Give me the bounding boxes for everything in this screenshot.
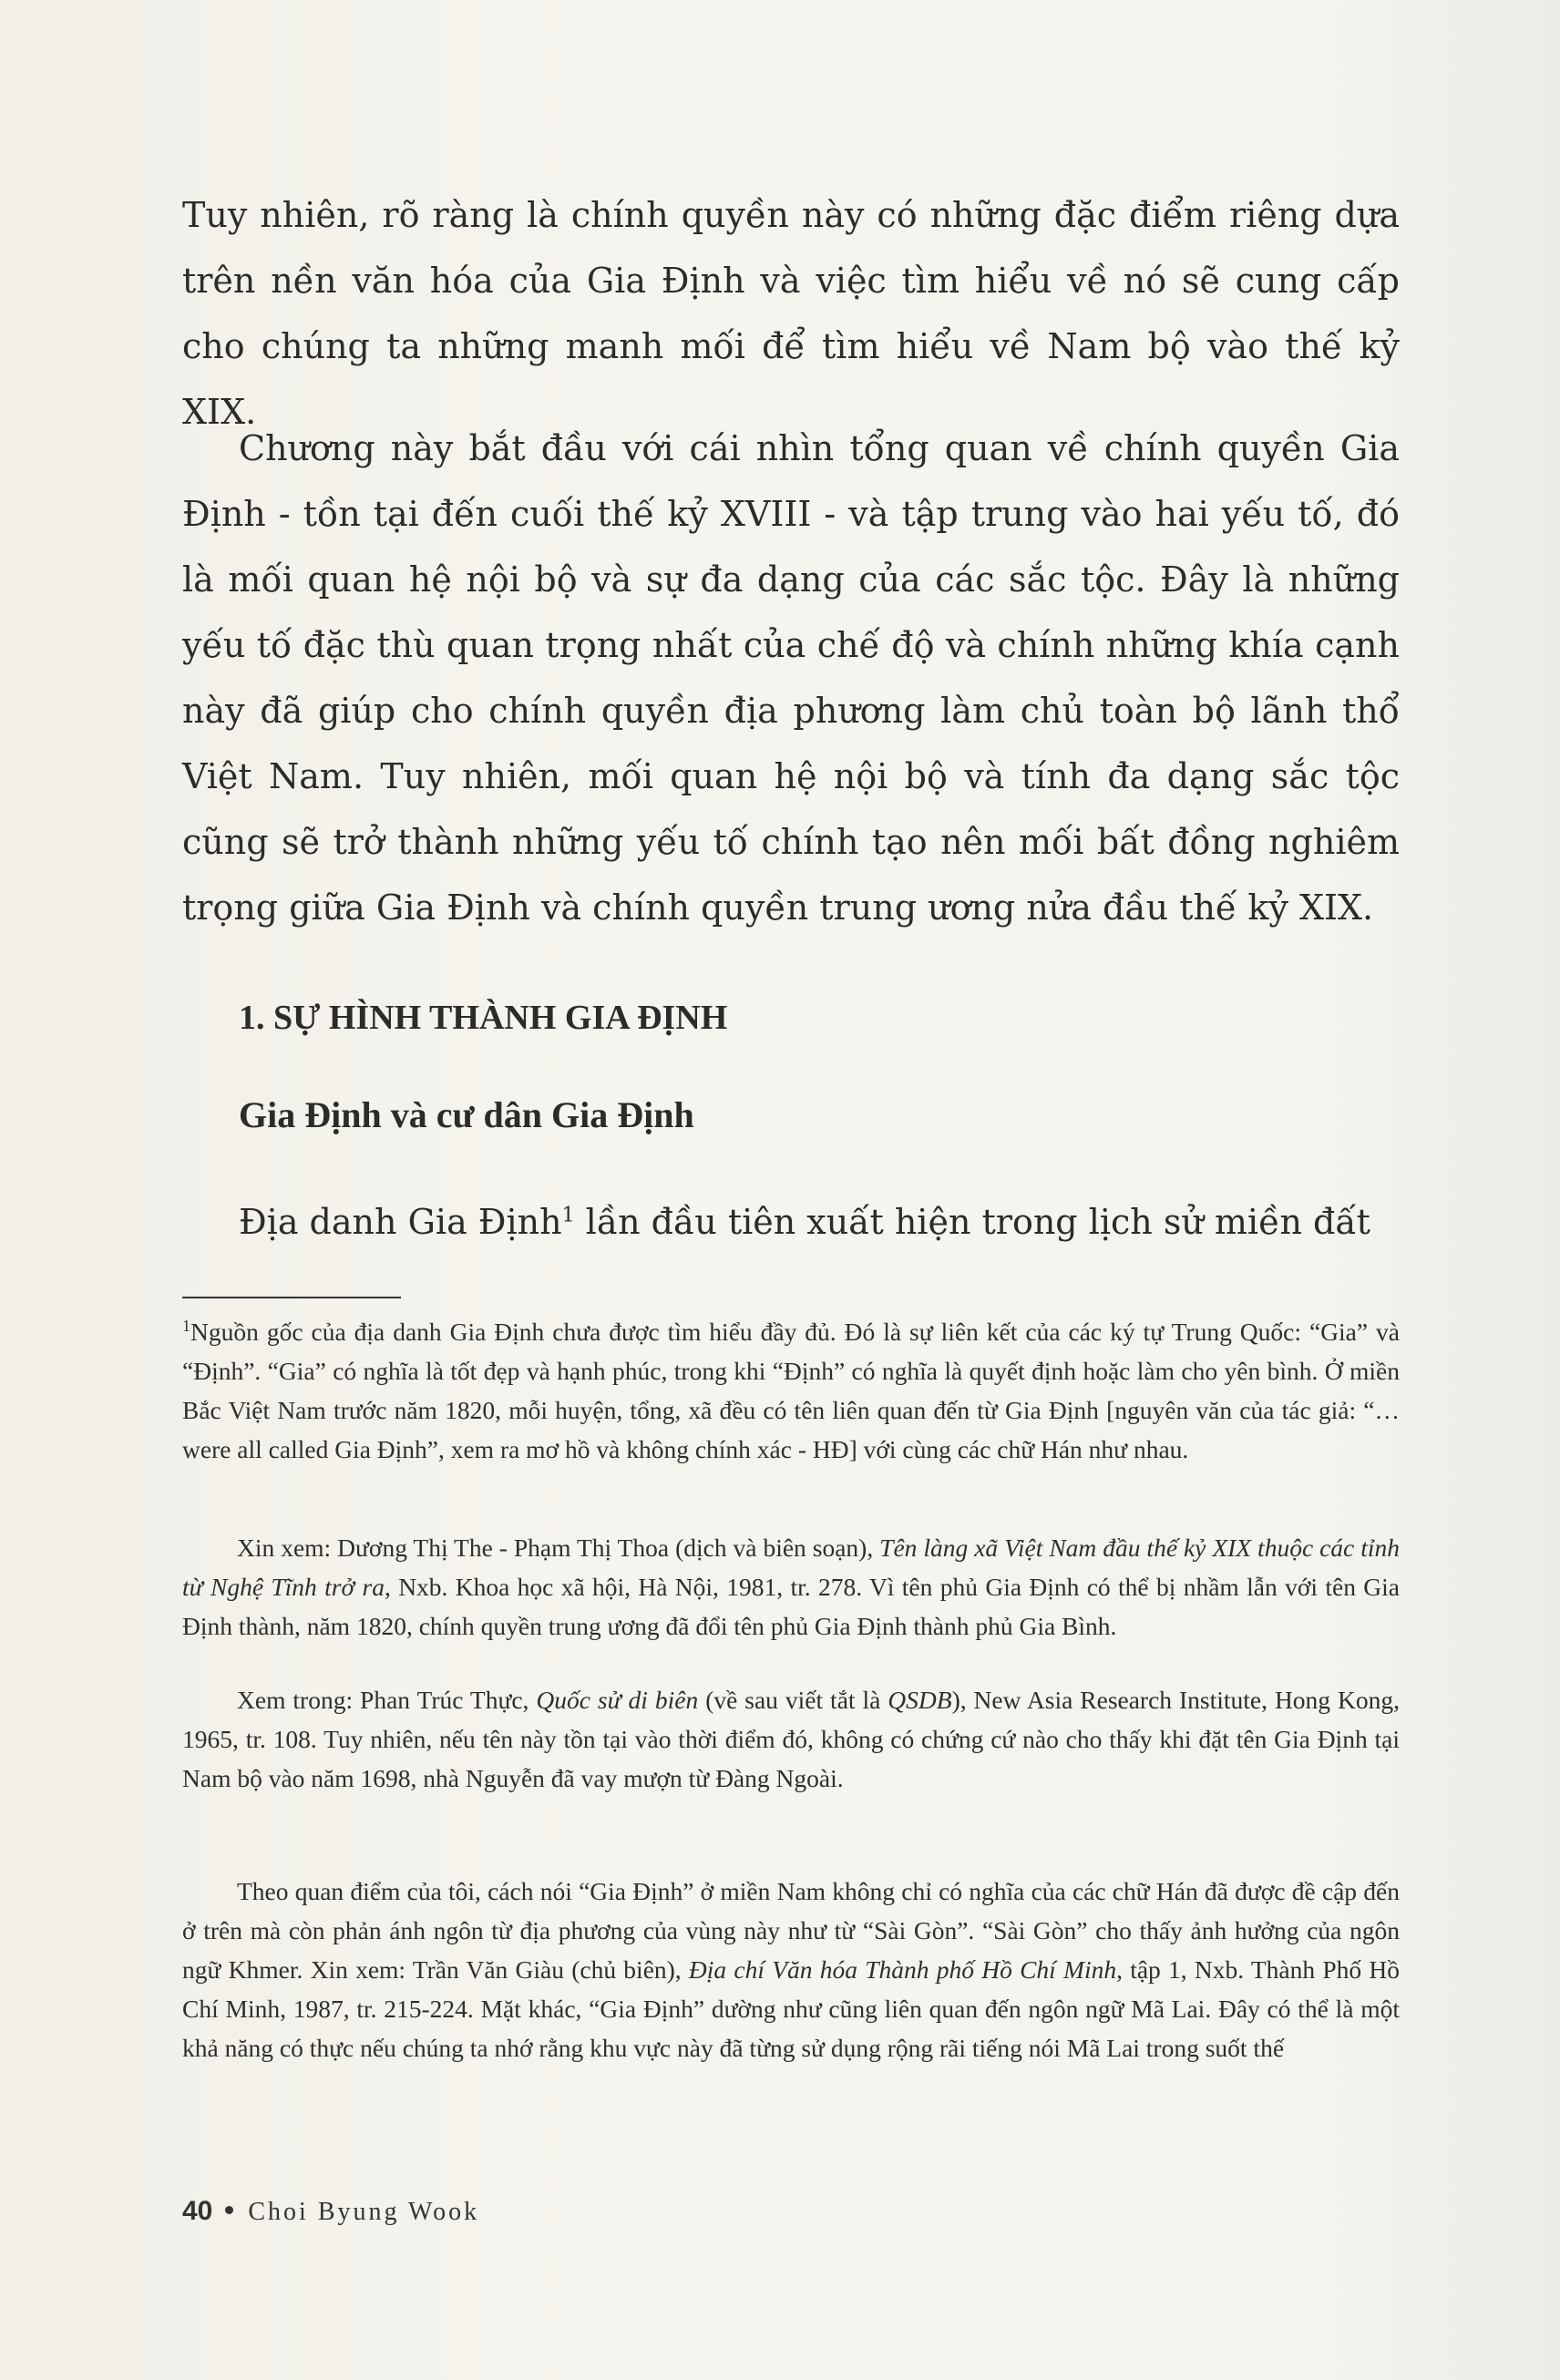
- footnote-paragraph-3: [182, 1680, 1400, 1798]
- p3-text-before: Địa danh Gia Định: [239, 1202, 562, 1242]
- footnote-4-title: Địa chí Văn hóa Thành phố Hồ Chí Minh: [688, 1955, 1117, 1984]
- p3-text-after: lần đầu tiên xuất hiện trong lịch sử miền đất: [574, 1202, 1370, 1242]
- footnote-4-text-b: , tập 1, Nxb. Thành Phố Hồ Chí Minh, 1987, tr. 215-224. Mặt khác, “Gia Định” dường như cũng liên quan đến ngôn ngữ Mã Lai. Đây có thể là một khả năng có thực nếu chúng ta nhớ rằng khu vực này đã từng sử dụng rộng rãi tiếng nói Mã Lai trong suốt thế: [182, 1955, 1400, 2062]
- footnote-2-text-a: Xin xem: Dương Thị The - Phạm Thị Thoa (dịch và biên soạn),: [237, 1534, 880, 1562]
- footnote-3-text-b: (về sau viết tắt là: [698, 1686, 888, 1714]
- sub-heading: Gia Định và cư dân Gia Định: [239, 1094, 694, 1135]
- footnote-1: [182, 1312, 1400, 1469]
- footnote-3-abbr: QSDB: [888, 1686, 952, 1714]
- footnote-1-text: Nguồn gốc của địa danh Gia Định chưa được tìm hiểu đầy đủ. Đó là sự liên kết của các ký tự Trung Quốc: “Gia” và “Định”. “Gia” có nghĩa là tốt đẹp và hạnh phúc, trong khi “Định” có nghĩa là quyết định hoặc làm cho yên bình. Ở miền Bắc Việt Nam trước năm 1820, mỗi huyện, tổng, xã đều có tên liên quan đến từ Gia Định [nguyên văn của tác giả: “… were all called Gia Định”, xem ra mơ hồ và không chính xác - HĐ] với cùng các chữ Hán như nhau.: [182, 1318, 1400, 1463]
- footnote-4-text-a: Theo quan điểm của tôi, cách nói “Gia Định” ở miền Nam không chỉ có nghĩa của các chữ Hán đã được đề cập đến ở trên mà còn phản ánh ngôn từ địa phương của vùng này như từ “Sài Gòn”. “Sài Gòn” cho thấy ảnh hưởng của ngôn ngữ Khmer. Xin xem: Trần Văn Giàu (chủ biên),: [182, 1877, 1400, 1984]
- footnote-2-title: Tên làng xã Việt Nam đầu thế kỷ XIX thuộc các tỉnh từ Nghệ Tĩnh trở ra: [182, 1534, 1400, 1601]
- footnote-1-marker: 1: [182, 1316, 190, 1335]
- footnote-paragraph-4: [182, 1872, 1400, 2067]
- bullet-separator: [225, 2206, 233, 2214]
- footnote-paragraph-2: [182, 1528, 1400, 1646]
- footnote-divider: [182, 1297, 401, 1298]
- body-paragraph-3: [182, 1189, 1400, 1255]
- body-paragraph-1: Tuy nhiên, rõ ràng là chính quyền này có những đặc điểm riêng dựa trên nền văn hóa của Gia Định và việc tìm hiểu về nó sẽ cung cấp cho chúng ta những manh mối để tìm hiểu về Nam bộ vào thế kỷ XIX.: [182, 195, 1400, 432]
- footnote-3-text-c: ), New Asia Research Institute, Hong Kong, 1965, tr. 108. Tuy nhiên, nếu tên này tồn tại vào thời điểm đó, không có chứng cứ nào cho thấy khi đặt tên Gia Định tại Nam bộ vào năm 1698, nhà Nguyễn đã vay mượn từ Đàng Ngoài.: [182, 1686, 1400, 1792]
- footnote-ref-1: 1: [561, 1204, 575, 1227]
- body-paragraph-2: Chương này bắt đầu với cái nhìn tổng quan về chính quyền Gia Định - tồn tại đến cuối thế kỷ XVIII - và tập trung vào hai yếu tố, đó là mối quan hệ nội bộ và sự đa dạng của các sắc tộc. Đây là những yếu tố đặc thù quan trọng nhất của chế độ và chính những khía cạnh này đã giúp cho chính quyền địa phương làm chủ toàn bộ lãnh thổ Việt Nam. Tuy nhiên, mối quan hệ nội bộ và tính đa dạng sắc tộc cũng sẽ trở thành những yếu tố chính tạo nên mối bất đồng nghiêm trọng giữa Gia Định và chính quyền trung ương nửa đầu thế kỷ XIX.: [182, 428, 1400, 928]
- footnote-3-text-a: Xem trong: Phan Trúc Thực,: [237, 1686, 537, 1714]
- page-footer: [182, 2196, 479, 2227]
- footnote-3-title: Quốc sử di biên: [536, 1686, 699, 1714]
- page-number: 40: [182, 2196, 213, 2226]
- footnote-2-text-b: , Nxb. Khoa học xã hội, Hà Nội, 1981, tr. 278. Vì tên phủ Gia Định có thể bị nhầm lẫn với tên Gia Định thành, năm 1820, chính quyền trung ương đã đổi tên phủ Gia Định thành phủ Gia Bình.: [182, 1573, 1400, 1640]
- section-heading: 1. SỰ HÌNH THÀNH GIA ĐỊNH: [239, 999, 728, 1037]
- author-name: Choi Byung Wook: [248, 2198, 480, 2226]
